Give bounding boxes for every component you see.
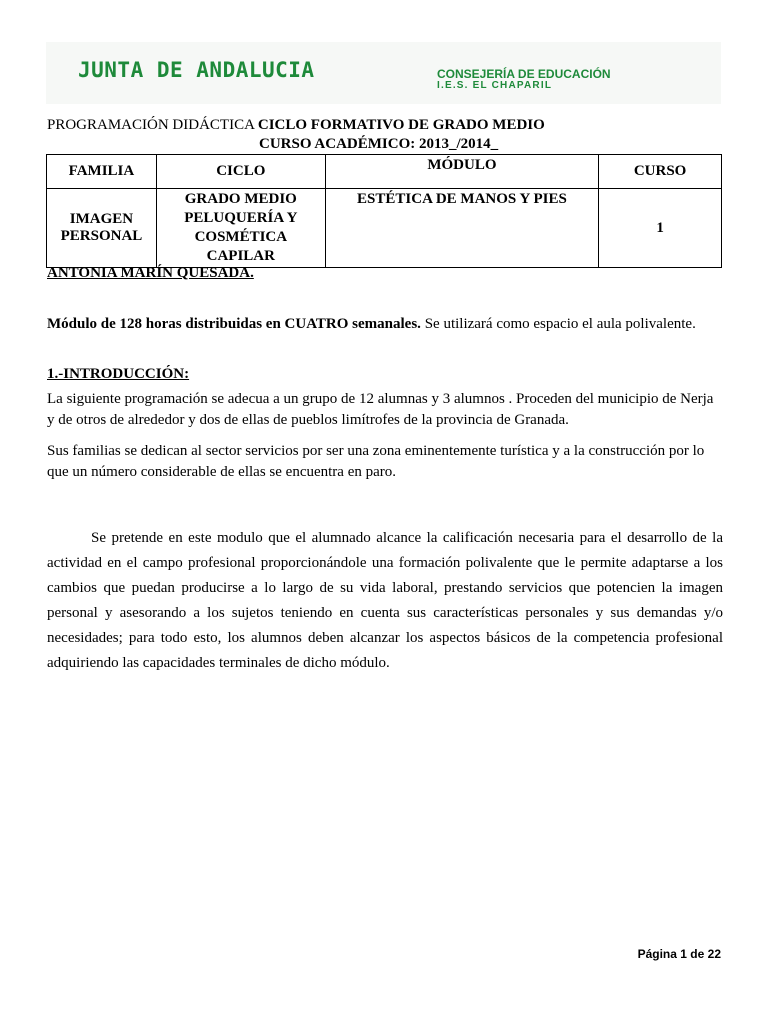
- total-pages: 22: [707, 947, 721, 961]
- page-number: [638, 947, 721, 961]
- junta-andalucia-logo: JUNTA DE ANDALUCIA: [78, 58, 315, 82]
- intro-paragraph-2: Sus familias se dedican al sector servicios por ser una zona eminentemente turística y a la construcción por lo que un número considerable de ellas se encuentra en paro.: [47, 443, 705, 480]
- header-curso: CURSO: [599, 155, 722, 189]
- introduction-heading: 1.-INTRODUCCIÓN:: [47, 366, 190, 382]
- ciclo-line: COSMÉTICA: [194, 229, 288, 245]
- ciclo-line: PELUQUERÍA Y: [184, 210, 298, 226]
- cell-ciclo: [156, 189, 325, 268]
- page-separator: de: [686, 947, 708, 961]
- module-hours-line: [47, 316, 696, 333]
- header-ciclo: CICLO: [156, 155, 325, 189]
- ciclo-line: CAPILAR: [206, 248, 275, 264]
- module-hours-bold: Módulo de 128 horas distribuidas en CUATRO semanales.: [47, 316, 421, 332]
- intro-paragraph-3: Se pretende en este modulo que el alumnado alcance la calificación necesaria para el desarrollo de la actividad en el campo profesional proporcionándole una formación polivalente que le permite adaptarse a los cambios que puedan producirse a lo largo de su vida laboral, prestando servicios que potencien la imagen personal y asesorando a los sujetos teniendo en cuenta sus características personales y sus demandas y/o necesidades; para todo esto, los alumnos deben alcanzar los aspectos básicos de la competencia profesional adquiriendo las capacidades terminales de dicho módulo.: [47, 530, 723, 671]
- author-name: ANTONIA MARÍN QUESADA.: [47, 265, 254, 281]
- document-title: [47, 117, 545, 134]
- table-row: [47, 189, 722, 268]
- consejeria-logo-line1: CONSEJERÍA DE EDUCACIÓN: [437, 67, 611, 81]
- familia-line: IMAGEN: [69, 211, 134, 227]
- title-bold: CICLO FORMATIVO DE GRADO MEDIO: [257, 117, 545, 133]
- title-prefix: PROGRAMACIÓN DIDÁCTICA: [47, 117, 258, 133]
- cell-familia: [47, 189, 157, 268]
- page-label: Página: [637, 947, 681, 961]
- familia-line: PERSONAL: [60, 228, 143, 244]
- academic-year: CURSO ACADÉMICO: 2013_/2014_: [259, 136, 499, 152]
- consejeria-logo-line2: I.E.S. EL CHAPARIL: [437, 80, 553, 91]
- table-header-row: [47, 155, 722, 189]
- cell-modulo: ESTÉTICA DE MANOS Y PIES: [325, 189, 598, 268]
- cell-curso: 1: [599, 189, 722, 268]
- header-modulo: MÓDULO: [325, 155, 598, 189]
- module-info-table: [46, 154, 722, 268]
- ciclo-line: GRADO MEDIO: [184, 191, 297, 207]
- module-hours-rest: Se utilizará como espacio el aula polivalente.: [420, 316, 696, 332]
- current-page: 1: [680, 947, 687, 961]
- intro-paragraph-1: La siguiente programación se adecua a un grupo de 12 alumnas y 3 alumnos . Proceden del municipio de Nerja y de otros de alrededor y dos de ellas de pueblos limítrofes de la provincia de Granada.: [47, 391, 714, 428]
- header-familia: FAMILIA: [47, 155, 157, 189]
